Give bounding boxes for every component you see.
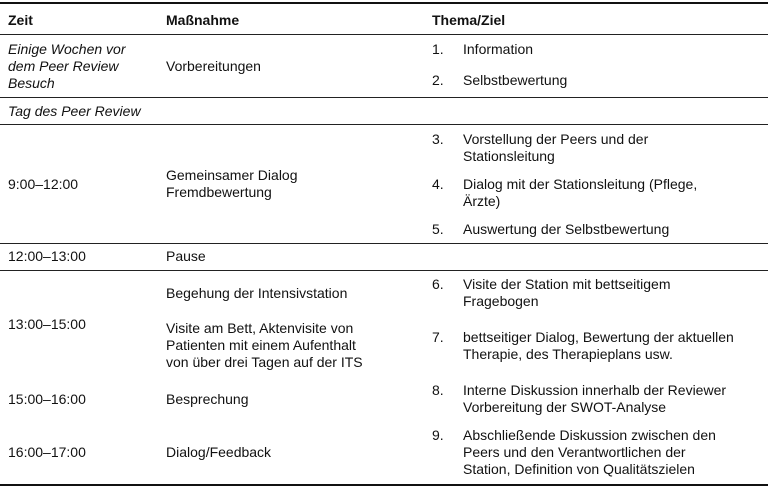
row5-item6-text: Visite der Station mit bettseitigem Fragebogen [463,276,671,309]
header-thema: Thema/Ziel [432,12,506,28]
row5-zeit: 13:00–15:00 [8,316,86,332]
row3-massnahme: Gemeinsamer Dialog Fremdbewertung [166,167,298,200]
row3-item3-text: Vorstellung der Peers und der Stationsleitung [463,131,649,164]
row5-item6-number: 6. [432,276,444,292]
row2-zeit: Tag des Peer Review [8,103,141,119]
row7-item9-number: 9. [432,427,444,443]
header-zeit: Zeit [8,12,33,28]
row5-massnahme-b: Visite am Bett, Aktenvisite von Patienten mit einem Aufenthalt von über drei Tagen auf der ITS [166,320,363,370]
row-rule [0,243,768,244]
row7-item9-text: Abschließende Diskussion zwischen den Peers und den Verantwortlichen der Station, Definition von Qualitätszielen [463,427,716,477]
row-rule [0,124,768,125]
row1-item1-number: 1. [432,41,444,57]
row6-zeit: 15:00–16:00 [8,391,86,407]
row1-item2-text: Selbstbewertung [463,72,568,88]
row3-item3-number: 3. [432,131,444,147]
row4-massnahme: Pause [166,248,206,264]
row1-item2-number: 2. [432,72,444,88]
row3-item4-text: Dialog mit der Stationsleitung (Pflege, Ärzte) [463,176,698,209]
row6-item8-text: Interne Diskussion innerhalb der Reviewer Vorbereitung der SWOT-Analyse [463,382,727,415]
row5-massnahme-a: Begehung der Intensivstation [166,285,348,301]
row3-item4-number: 4. [432,176,444,192]
row7-massnahme: Dialog/Feedback [166,444,272,460]
row3-item5-text: Auswertung der Selbstbewertung [463,221,670,237]
table-bottom-rule [0,484,768,486]
row1-massnahme: Vorbereitungen [166,58,261,74]
row6-massnahme: Besprechung [166,391,249,407]
row-rule [0,270,768,271]
row7-zeit: 16:00–17:00 [8,444,86,460]
header-rule [0,34,768,35]
row1-zeit: Einige Wochen vor dem Peer Review Besuch [8,41,126,91]
table-top-rule [0,2,768,4]
row3-item5-number: 5. [432,221,444,237]
row5-item7-number: 7. [432,329,444,345]
row4-zeit: 12:00–13:00 [8,248,86,264]
row1-item1-text: Information [463,41,534,57]
row6-item8-number: 8. [432,382,444,398]
row-rule [0,97,768,98]
row3-zeit: 9:00–12:00 [8,176,79,192]
row5-item7-text: bettseitiger Dialog, Bewertung der aktuellen Therapie, des Therapieplans usw. [463,329,734,362]
header-massnahme: Maßnahme [166,12,240,28]
